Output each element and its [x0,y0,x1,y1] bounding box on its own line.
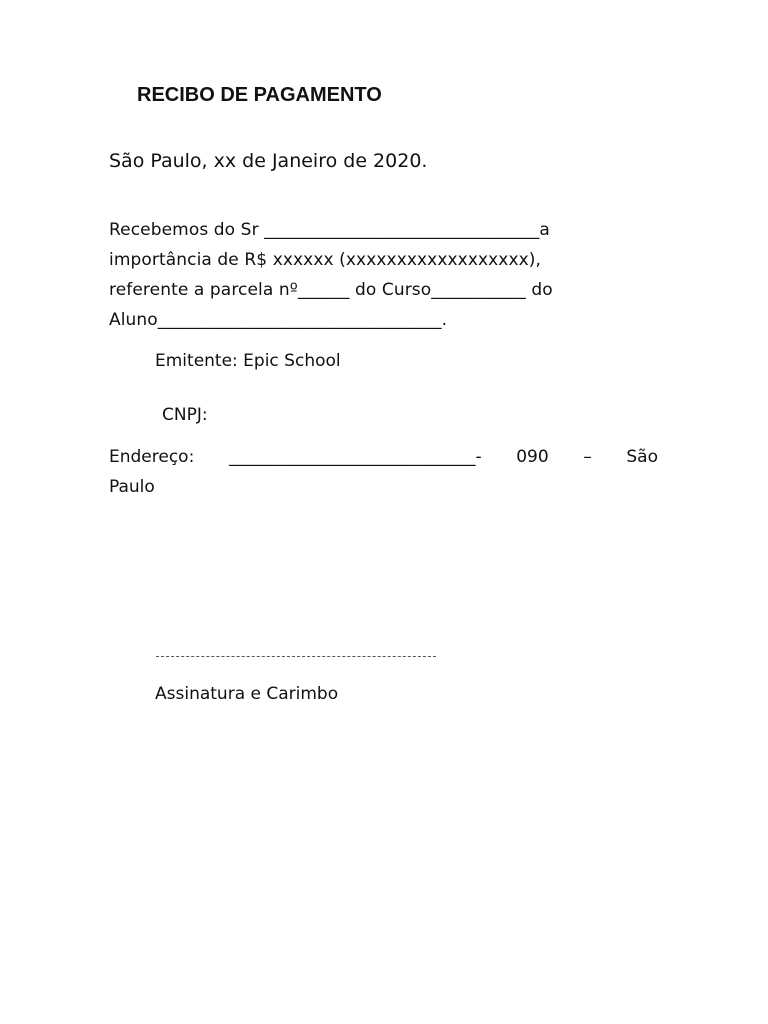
address-city-continued: Paulo [109,477,155,497]
body-line-payer: Recebemos do Sr ________________________________a [109,220,550,240]
address-number: 090 [516,447,549,467]
body-line-student: Aluno_________________________________. [109,310,448,330]
receipt-title: RECIBO DE PAGAMENTO [137,84,382,106]
address-dash: – [583,447,592,467]
address-label: Endereço: [109,447,195,467]
place-date: São Paulo, xx de Janeiro de 2020. [109,150,428,172]
body-line-installment: referente a parcela nº______ do Curso___________ do [109,280,553,300]
body-line-amount: importância de R$ xxxxxx (xxxxxxxxxxxxxxxxxx), [109,250,542,270]
signature-label: Assinatura e Carimbo [155,684,339,704]
issuer-line: Emitente: Epic School [155,351,341,371]
address-city: São [626,447,658,467]
cnpj-line: CNPJ: [162,405,208,425]
address-line [109,447,658,467]
signature-line [156,656,436,657]
address-blank: _____________________________- [228,447,482,467]
